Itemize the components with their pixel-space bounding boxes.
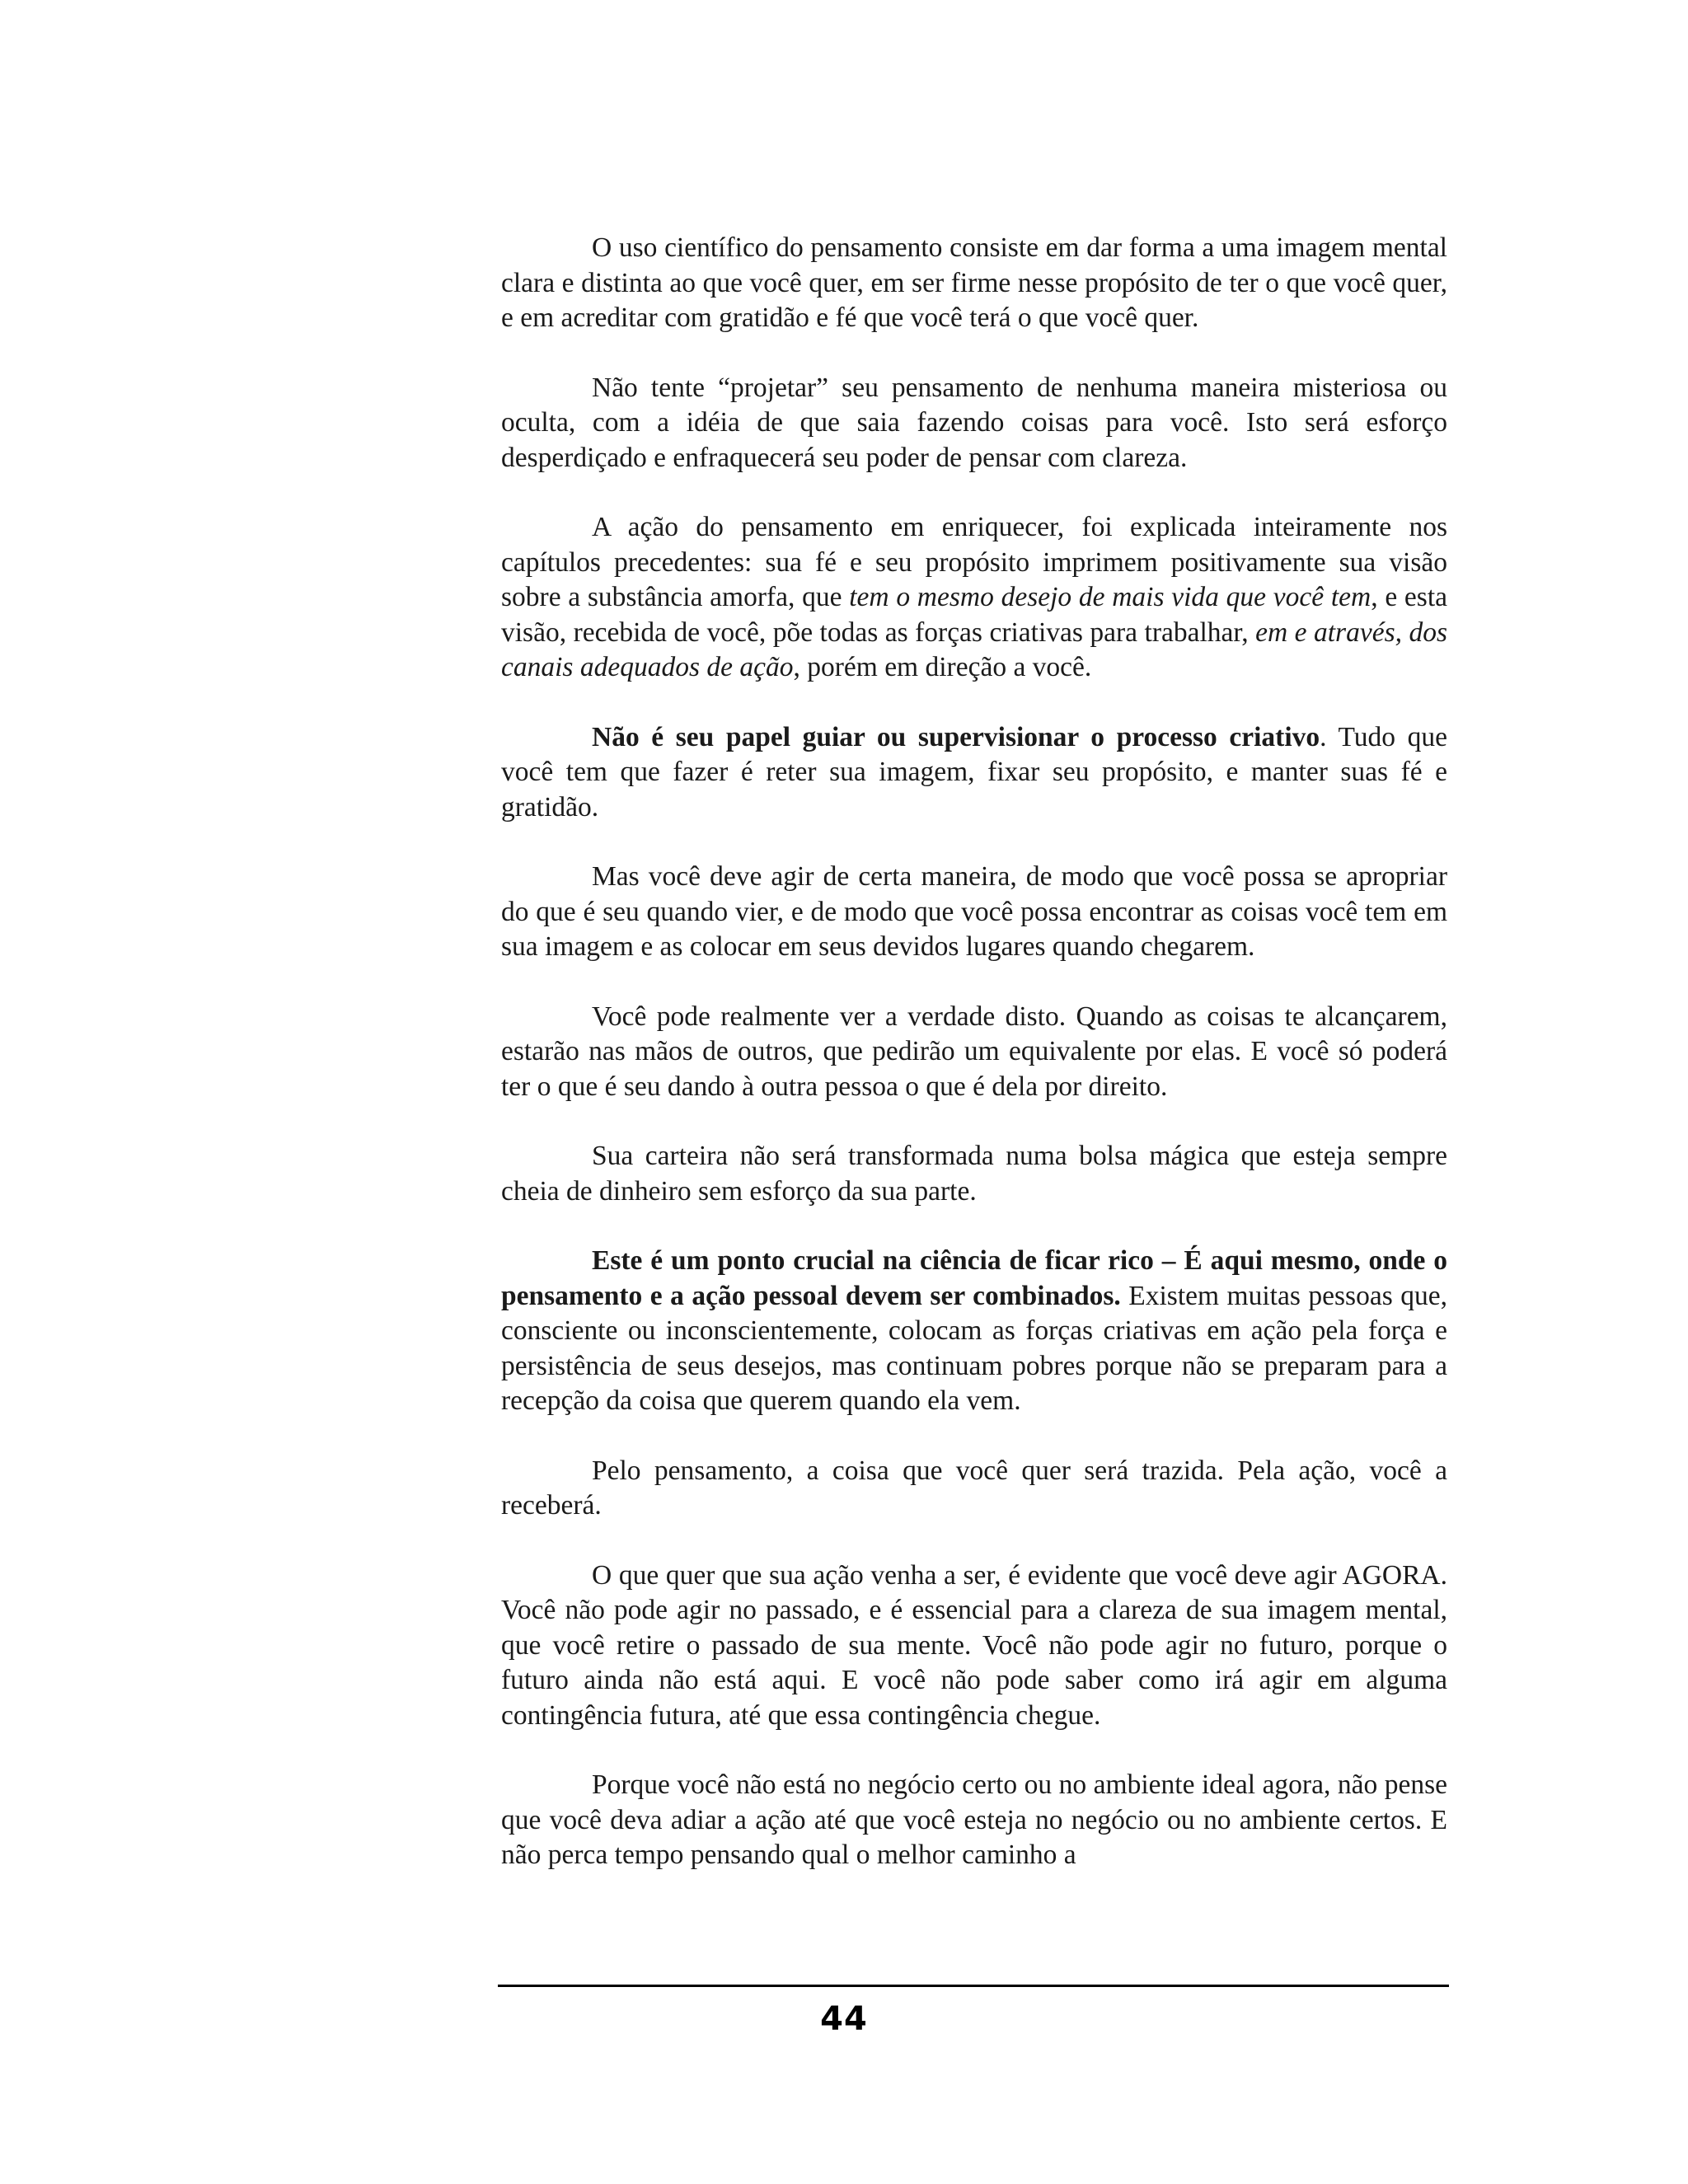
paragraph bbox=[501, 510, 1447, 686]
body-text bbox=[501, 231, 1447, 1908]
text-run: Porque você não está no negócio certo ou no ambiente ideal agora, não pense que você deva adiar a ação até que você esteja no negócio ou no ambiente certos. E não perca tempo pensando qual o melhor caminho a bbox=[501, 1769, 1447, 1870]
footer-divider bbox=[498, 1985, 1449, 1987]
paragraph bbox=[501, 371, 1447, 476]
text-run: Não tente “projetar” seu pensamento de nenhuma maneira misteriosa ou oculta, com a idéia de que saia fazendo coisas para você. Isto será esforço desperdiçado e enfraquecerá seu poder de pensar com clareza. bbox=[501, 372, 1447, 473]
text-run: A ação do pensamento em enriquecer, foi explicada inteiramente nos capítulos precedentes: sua fé e seu propósito imprimem positivamente sua visão sobre a substância amorfa, que bbox=[501, 512, 1447, 612]
text-run: Mas você deve agir de certa maneira, de modo que você possa se apropriar do que é seu quando vier, e de modo que você possa encontrar as coisas você tem em sua imagem e as colocar em seus devidos lugares quando chegarem. bbox=[501, 861, 1447, 962]
text-run: Existem muitas pessoas que, consciente ou inconscientemente, colocam as forças criativas em ação pela força e persistência de seus desejos, mas continuam pobres porque não se preparam para a recepção da coisa que querem quando ela vem. bbox=[501, 1280, 1447, 1416]
text-run: , porém em direção a você. bbox=[793, 652, 1092, 682]
italic-text-run: tem o mesmo desejo de mais vida que você tem bbox=[849, 582, 1372, 612]
bold-text-run: Não é seu papel guiar ou supervisionar o processo criativo bbox=[592, 721, 1320, 752]
text-run: . Tudo que você tem que fazer é reter sua imagem, fixar seu propósito, e manter suas fé e gratidão. bbox=[501, 721, 1447, 823]
text-run: O que quer que sua ação venha a ser, é evidente que você deve agir AGORA. Você não pode agir no passado, e é essencial para a clareza de sua imagem mental, que você retire o passado de sua mente. Você não pode agir no futuro, porque o futuro ainda não está aqui. E você não pode saber como irá agir em alguma contingência futura, até que essa contingência chegue. bbox=[501, 1559, 1447, 1731]
paragraph bbox=[501, 1768, 1447, 1873]
text-run: , e esta visão, recebida de você, põe todas as forças criativas para trabalhar, bbox=[501, 582, 1448, 648]
page-number: 44 bbox=[820, 2000, 868, 2038]
paragraph bbox=[501, 1558, 1447, 1734]
paragraph bbox=[501, 1244, 1447, 1419]
paragraph bbox=[501, 860, 1447, 965]
text-run: Pelo pensamento, a coisa que você quer será trazida. Pela ação, você a receberá. bbox=[501, 1455, 1447, 1521]
paragraph bbox=[501, 1454, 1447, 1524]
paragraph bbox=[501, 231, 1447, 336]
text-run: Sua carteira não será transformada numa bolsa mágica que esteja sempre cheia de dinheiro sem esforço da sua parte. bbox=[501, 1141, 1447, 1207]
text-run: O uso científico do pensamento consiste em dar forma a uma imagem mental clara e distinta ao que você quer, em ser firme nesse propósito de ter o que você quer, e em acreditar com gratidão e fé que você terá o que você quer. bbox=[501, 232, 1447, 333]
paragraph bbox=[501, 720, 1447, 826]
paragraph bbox=[501, 1139, 1447, 1209]
bold-text-run: Este é um ponto crucial na ciência de ficar rico – É aqui mesmo, onde o pensamento e a ação pessoal devem ser combinados. bbox=[501, 1245, 1447, 1311]
paragraph bbox=[501, 1000, 1447, 1105]
italic-text-run: em e através, dos canais adequados de ação bbox=[501, 616, 1448, 682]
text-run: Você pode realmente ver a verdade disto. Quando as coisas te alcançarem, estarão nas mãos de outros, que pedirão um equivalente por elas. E você só poderá ter o que é seu dando à outra pessoa o que é dela por direito. bbox=[501, 1001, 1447, 1102]
